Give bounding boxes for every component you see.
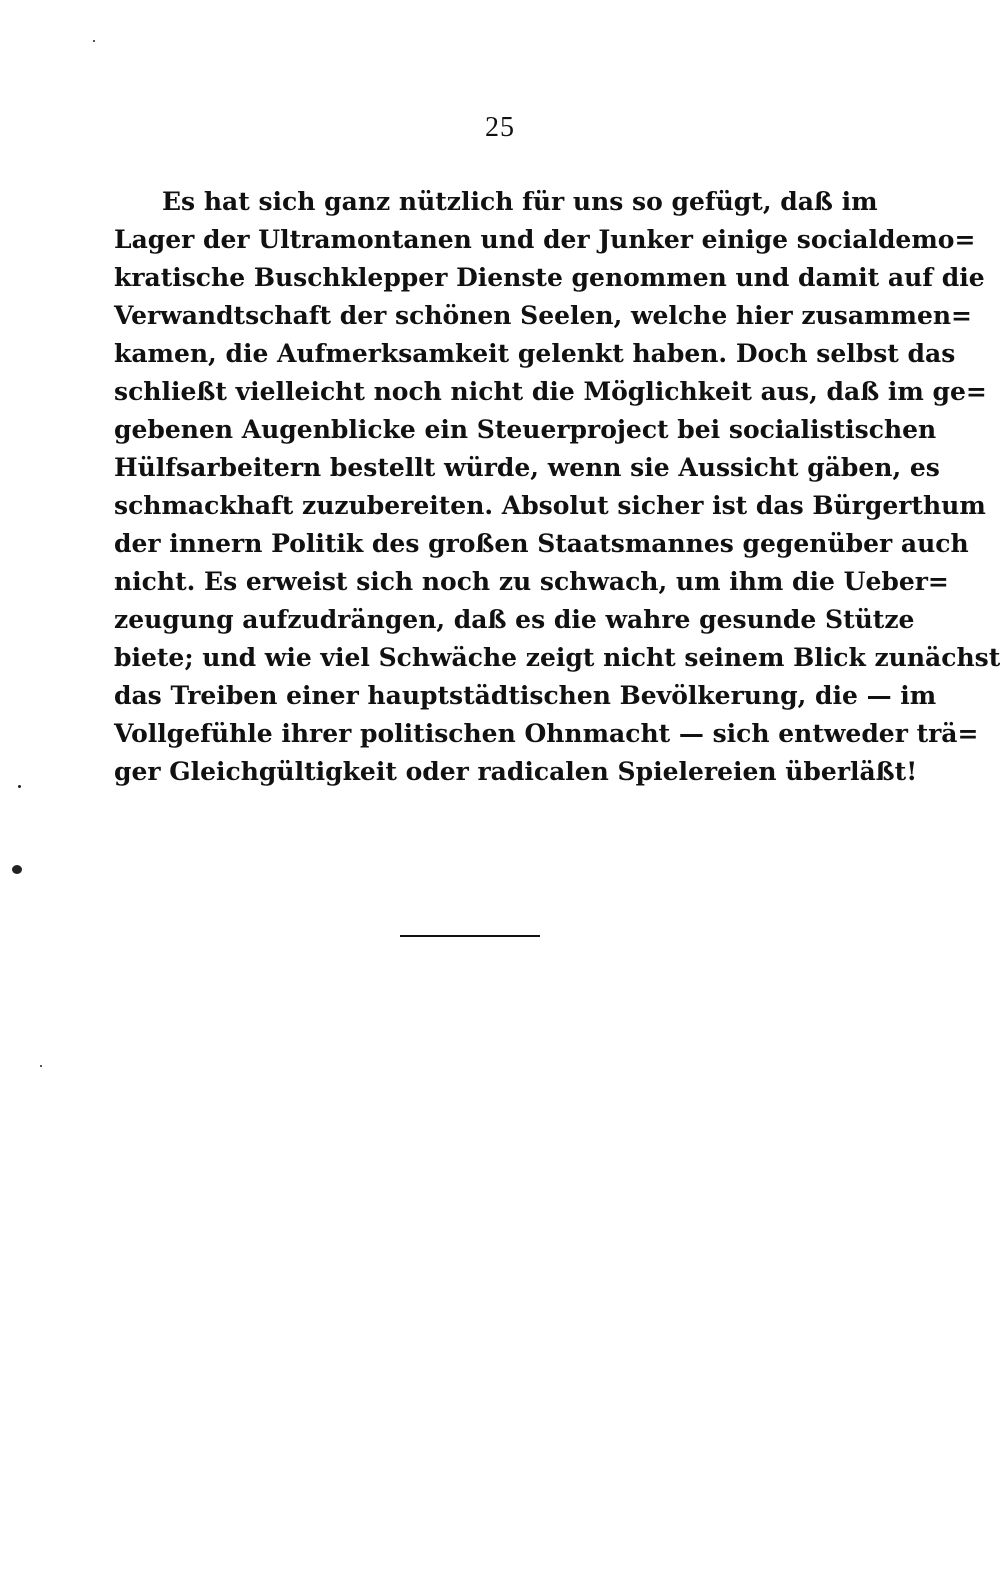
text-line: schließt vielleicht noch nicht die Möglichkeit aus, daß im ge= xyxy=(114,377,987,406)
ink-speck xyxy=(40,1065,42,1067)
text-line: das Treiben einer hauptstädtischen Bevölkerung, die — im xyxy=(114,681,937,710)
page-number: 25 xyxy=(485,112,515,143)
body-paragraph xyxy=(114,183,1000,791)
text-line: Es hat sich ganz nützlich für uns so gefügt, daß im xyxy=(162,187,878,216)
text-line: nicht. Es erweist sich noch zu schwach, um ihm die Ueber= xyxy=(114,567,949,596)
text-line: ger Gleichgültigkeit oder radicalen Spielereien überläßt! xyxy=(114,757,918,786)
text-line: Verwandtschaft der schönen Seelen, welche hier zusammen= xyxy=(114,301,972,330)
text-line: Vollgefühle ihrer politischen Ohnmacht — sich entweder trä= xyxy=(114,719,979,748)
text-line: gebenen Augenblicke ein Steuerproject bei socialistischen xyxy=(114,415,937,444)
text-line: der innern Politik des großen Staatsmannes gegenüber auch xyxy=(114,529,969,558)
text-line: schmackhaft zuzubereiten. Absolut sicher ist das Bürgerthum xyxy=(114,491,986,520)
text-line: zeugung aufzudrängen, daß es die wahre gesunde Stütze xyxy=(114,605,915,634)
text-line: Lager der Ultramontanen und der Junker einige socialdemo= xyxy=(114,225,976,254)
closing-rule xyxy=(400,935,540,937)
text-line: Hülfsarbeitern bestellt würde, wenn sie Aussicht gäben, es xyxy=(114,453,940,482)
text-line: kamen, die Aufmerksamkeit gelenkt haben. Doch selbst das xyxy=(114,339,956,368)
ink-speck xyxy=(12,865,22,874)
text-line: kratische Buschklepper Dienste genommen und damit auf die xyxy=(114,263,985,292)
ink-speck xyxy=(93,40,95,42)
ink-speck xyxy=(18,785,21,788)
text-line: biete; und wie viel Schwäche zeigt nicht seinem Blick zunächst xyxy=(114,643,1000,672)
